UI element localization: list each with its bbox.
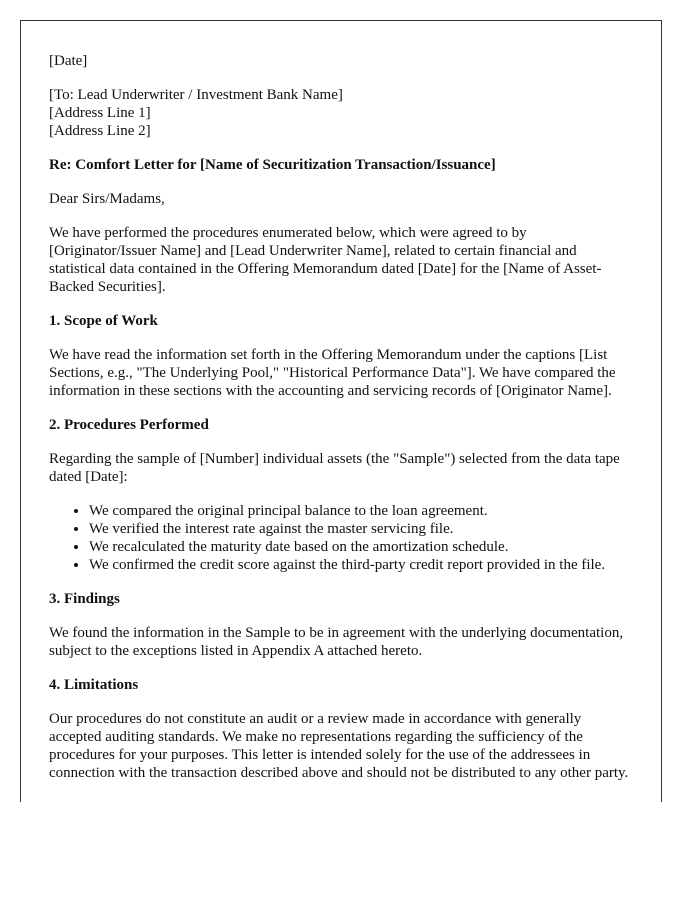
comfort-letter	[20, 20, 662, 802]
section-body-procedures: Regarding the sample of [Number] individual assets (the "Sample") selected from the data tape dated [Date]:	[49, 451, 620, 485]
section-heading-procedures: 2. Procedures Performed	[49, 417, 209, 433]
list-item: • We compared the original principal balance to the loan agreement.	[89, 502, 633, 520]
section-body-scope: We have read the information set forth in the Offering Memorandum under the captions [List Sections, e.g., "The Underlying Pool," "Historical Performance Data"]. We have compared the information in these sections with the accounting and servicing records of [Originator Name].	[49, 347, 616, 399]
section-body-limitations: Our procedures do not constitute an audit or a review made in accordance with generally accepted auditing standards. We make no representations regarding the sufficiency of the procedures for your purposes. This letter is intended solely for the use of the addressees in connection with the transaction described above and should not be distributed to any other party.	[49, 711, 629, 781]
list-item: • We verified the interest rate against the master servicing file.	[89, 520, 633, 538]
recipient-address-line-2: [Address Line 2]	[49, 123, 151, 139]
intro-paragraph: We have performed the procedures enumerated below, which were agreed to by [Originator/Issuer Name] and [Lead Underwriter Name], related to certain financial and statistical data contained in the Offering Memorandum dated [Date] for the [Name of Asset-Backed Securities].	[49, 225, 602, 295]
procedures-list	[49, 502, 633, 574]
section-heading-limitations: 4. Limitations	[49, 677, 139, 693]
list-item: • We recalculated the maturity date based on the amortization schedule.	[89, 538, 633, 556]
recipient-address-line-1: [Address Line 1]	[49, 105, 151, 121]
section-body-findings: We found the information in the Sample to be in agreement with the underlying documentation, subject to the exceptions listed in Appendix A attached hereto.	[49, 625, 624, 659]
salutation: Dear Sirs/Madams,	[49, 191, 165, 207]
section-heading-scope: 1. Scope of Work	[49, 313, 158, 329]
recipient-to: [To: Lead Underwriter / Investment Bank Name]	[49, 87, 343, 103]
letter-date: [Date]	[49, 53, 88, 69]
recipient-block	[49, 86, 633, 140]
letter-subject: Re: Comfort Letter for [Name of Securitization Transaction/Issuance]	[49, 157, 496, 173]
page-viewport	[20, 20, 662, 802]
section-heading-findings: 3. Findings	[49, 591, 120, 607]
list-item: • We confirmed the credit score against the third-party credit report provided in the file.	[89, 556, 633, 574]
